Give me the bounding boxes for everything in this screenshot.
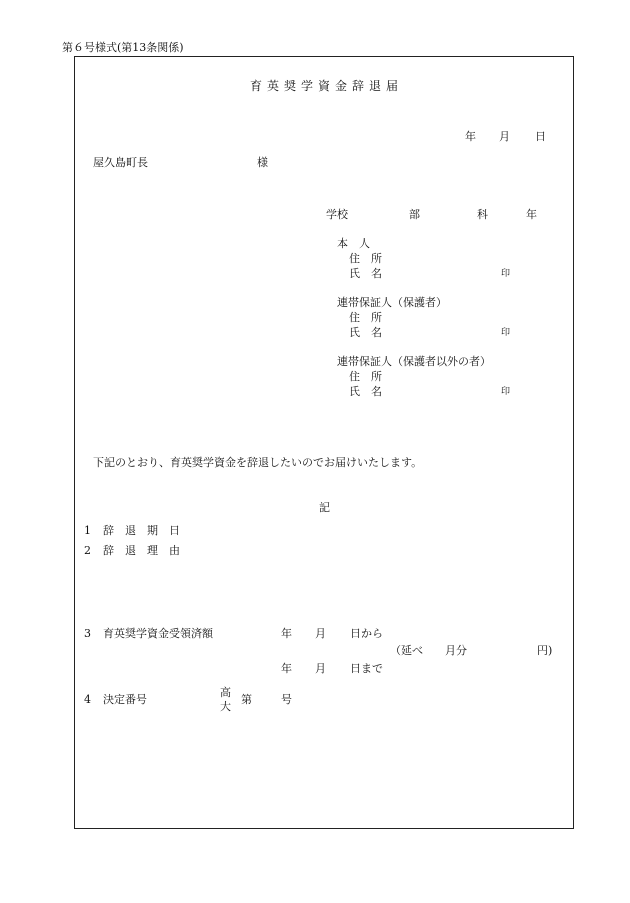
applicant-heading: 本 人 — [337, 237, 370, 250]
grade-label: 年 — [526, 208, 537, 221]
school-label: 学校 — [326, 208, 348, 221]
department-label: 部 — [409, 208, 420, 221]
guarantor-parent-heading: 連帯保証人（保護者） — [337, 296, 447, 309]
decision-go-label: 号 — [281, 693, 292, 706]
guarantor-parent-seal: 印 — [501, 328, 511, 338]
applicant-seal: 印 — [501, 269, 511, 279]
item-1-label: 辞 退 期 日 — [103, 524, 180, 537]
statement-text: 下記のとおり、育英奨学資金を辞退したいのでお届けいたします。 — [93, 456, 423, 469]
received-total-open: （延べ — [390, 644, 423, 657]
item-2-number: 2 — [84, 544, 91, 557]
form-frame — [74, 56, 574, 829]
date-day-label: 日 — [535, 130, 546, 143]
item-4-number: 4 — [84, 693, 91, 706]
received-from-day: 日から — [350, 627, 383, 640]
guarantor-other-seal: 印 — [501, 387, 511, 397]
guarantor-other-name-label: 氏 名 — [349, 385, 382, 398]
date-year-label: 年 — [465, 130, 476, 143]
guarantor-parent-name-label: 氏 名 — [349, 326, 382, 339]
received-total-yen: 円) — [537, 644, 553, 657]
decision-high-label: 高 — [220, 686, 231, 699]
item-4-label: 決定番号 — [103, 693, 147, 706]
applicant-address-label: 住 所 — [349, 252, 382, 265]
guarantor-parent-address-label: 住 所 — [349, 311, 382, 324]
received-from-month: 月 — [315, 627, 326, 640]
addressee-honorific: 様 — [257, 156, 268, 169]
received-to-year: 年 — [281, 662, 292, 675]
received-total-months: 月分 — [445, 644, 467, 657]
guarantor-other-heading: 連帯保証人（保護者以外の者） — [337, 355, 491, 368]
received-to-day: 日まで — [350, 662, 383, 675]
course-label: 科 — [477, 208, 488, 221]
guarantor-other-address-label: 住 所 — [349, 370, 382, 383]
received-from-year: 年 — [281, 627, 292, 640]
decision-dai-label: 第 — [241, 693, 252, 706]
addressee-name: 屋久島町長 — [93, 156, 148, 169]
item-2-label: 辞 退 理 由 — [103, 544, 180, 557]
applicant-name-label: 氏 名 — [349, 267, 382, 280]
date-month-label: 月 — [499, 130, 510, 143]
item-1-number: 1 — [84, 524, 91, 537]
document-title: 育英奨学資金辞退届 — [250, 79, 404, 93]
item-3-label: 育英奨学資金受領済額 — [103, 627, 213, 640]
received-to-month: 月 — [315, 662, 326, 675]
form-number-label: 第６号様式(第13条関係) — [62, 41, 184, 54]
decision-univ-label: 大 — [220, 700, 231, 713]
item-3-number: 3 — [84, 627, 91, 640]
ki-heading: 記 — [319, 501, 330, 514]
